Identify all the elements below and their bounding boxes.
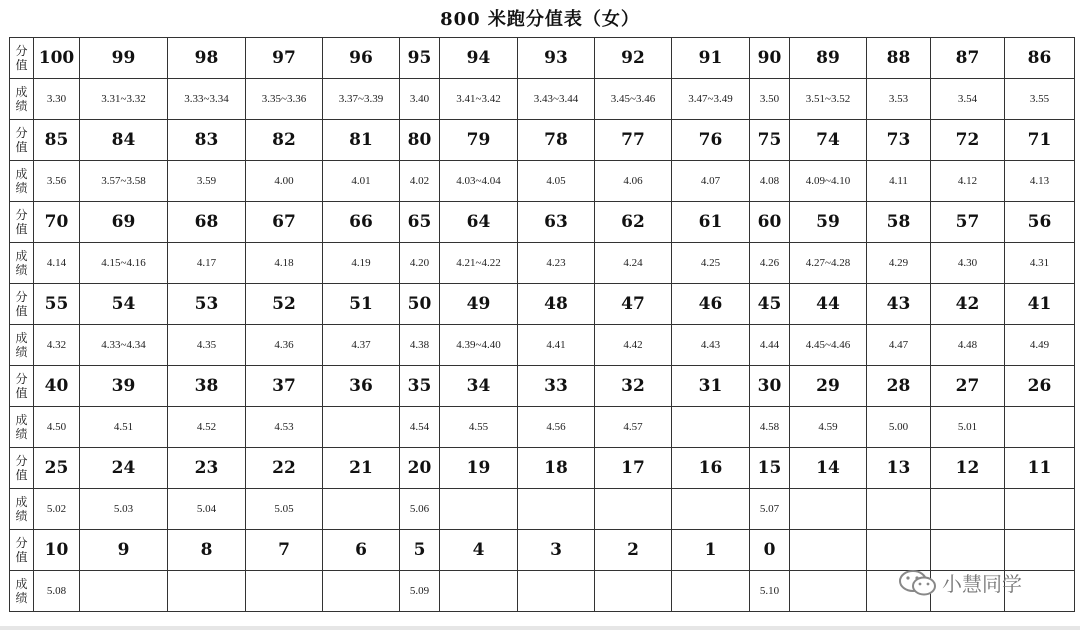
result-cell: 4.48 xyxy=(931,325,1005,366)
result-cell: 4.55 xyxy=(440,407,518,448)
points-label-char: 值 xyxy=(15,140,28,154)
points-cell: 83 xyxy=(168,120,246,161)
result-cell: 4.56 xyxy=(518,407,595,448)
points-cell: 28 xyxy=(867,366,931,407)
result-label xyxy=(10,243,34,284)
result-cell: 4.02 xyxy=(400,161,440,202)
points-cell: 66 xyxy=(323,202,400,243)
wechat-icon xyxy=(898,569,938,597)
result-cell: 3.40 xyxy=(400,79,440,120)
points-label xyxy=(10,448,34,489)
points-cell: 36 xyxy=(323,366,400,407)
points-cell: 87 xyxy=(931,38,1005,79)
result-label-char: 绩 xyxy=(15,345,28,359)
points-label xyxy=(10,530,34,571)
result-cell: 4.17 xyxy=(168,243,246,284)
points-label-char: 分 xyxy=(15,372,28,386)
points-cell: 35 xyxy=(400,366,440,407)
result-cell: 4.32 xyxy=(34,325,80,366)
points-cell: 29 xyxy=(790,366,867,407)
result-label-char: 成 xyxy=(15,495,28,509)
result-cell: 4.11 xyxy=(867,161,931,202)
points-label-char: 分 xyxy=(15,536,28,550)
result-cell: 5.06 xyxy=(400,489,440,530)
points-cell: 56 xyxy=(1005,202,1075,243)
points-cell: 20 xyxy=(400,448,440,489)
points-cell: 39 xyxy=(80,366,168,407)
result-cell xyxy=(1005,407,1075,448)
result-cell: 4.43 xyxy=(672,325,750,366)
result-cell xyxy=(323,571,400,612)
result-cell: 4.24 xyxy=(595,243,672,284)
result-cell: 4.36 xyxy=(246,325,323,366)
result-cell: 4.12 xyxy=(931,161,1005,202)
result-cell: 3.30 xyxy=(34,79,80,120)
points-cell: 85 xyxy=(34,120,80,161)
result-cell: 4.38 xyxy=(400,325,440,366)
result-cell: 5.03 xyxy=(80,489,168,530)
points-cell: 42 xyxy=(931,284,1005,325)
result-label xyxy=(10,489,34,530)
points-cell: 7 xyxy=(246,530,323,571)
result-cell: 4.30 xyxy=(931,243,1005,284)
points-cell: 23 xyxy=(168,448,246,489)
score-table xyxy=(9,37,1075,612)
result-cell: 4.14 xyxy=(34,243,80,284)
result-label-char: 成 xyxy=(15,577,28,591)
result-cell: 4.53 xyxy=(246,407,323,448)
points-cell xyxy=(867,530,931,571)
points-cell: 33 xyxy=(518,366,595,407)
points-cell: 86 xyxy=(1005,38,1075,79)
result-cell: 4.42 xyxy=(595,325,672,366)
points-cell: 44 xyxy=(790,284,867,325)
result-cell: 4.49 xyxy=(1005,325,1075,366)
points-cell: 21 xyxy=(323,448,400,489)
points-cell: 43 xyxy=(867,284,931,325)
result-cell xyxy=(246,571,323,612)
points-cell: 55 xyxy=(34,284,80,325)
result-cell xyxy=(867,489,931,530)
result-cell: 5.07 xyxy=(750,489,790,530)
result-label-char: 成 xyxy=(15,167,28,181)
result-cell xyxy=(440,571,518,612)
points-cell: 5 xyxy=(400,530,440,571)
result-cell: 4.50 xyxy=(34,407,80,448)
result-cell: 3.41~3.42 xyxy=(440,79,518,120)
points-label-char: 值 xyxy=(15,550,28,564)
result-cell: 4.18 xyxy=(246,243,323,284)
points-cell: 34 xyxy=(440,366,518,407)
result-cell: 4.20 xyxy=(400,243,440,284)
result-cell: 4.27~4.28 xyxy=(790,243,867,284)
points-cell: 59 xyxy=(790,202,867,243)
points-cell: 6 xyxy=(323,530,400,571)
result-label xyxy=(10,325,34,366)
points-cell: 71 xyxy=(1005,120,1075,161)
result-cell: 5.08 xyxy=(34,571,80,612)
result-label-char: 绩 xyxy=(15,99,28,113)
result-cell: 4.59 xyxy=(790,407,867,448)
result-cell: 3.33~3.34 xyxy=(168,79,246,120)
points-cell: 18 xyxy=(518,448,595,489)
points-cell: 0 xyxy=(750,530,790,571)
points-cell: 45 xyxy=(750,284,790,325)
result-cell: 3.37~3.39 xyxy=(323,79,400,120)
result-cell: 4.21~4.22 xyxy=(440,243,518,284)
result-cell: 5.01 xyxy=(931,407,1005,448)
points-cell: 61 xyxy=(672,202,750,243)
points-cell: 93 xyxy=(518,38,595,79)
result-cell: 4.41 xyxy=(518,325,595,366)
points-label-char: 值 xyxy=(15,304,28,318)
points-label xyxy=(10,202,34,243)
points-cell: 15 xyxy=(750,448,790,489)
result-cell: 3.55 xyxy=(1005,79,1075,120)
bottom-strip xyxy=(0,626,1080,630)
points-cell: 57 xyxy=(931,202,1005,243)
points-label-char: 分 xyxy=(15,290,28,304)
result-label-char: 成 xyxy=(15,413,28,427)
result-cell xyxy=(80,571,168,612)
result-cell xyxy=(931,489,1005,530)
points-cell: 92 xyxy=(595,38,672,79)
points-cell: 94 xyxy=(440,38,518,79)
result-label-char: 成 xyxy=(15,249,28,263)
points-cell: 10 xyxy=(34,530,80,571)
points-cell: 17 xyxy=(595,448,672,489)
points-cell: 13 xyxy=(867,448,931,489)
points-cell: 54 xyxy=(80,284,168,325)
result-cell xyxy=(518,571,595,612)
points-cell: 41 xyxy=(1005,284,1075,325)
result-cell: 5.00 xyxy=(867,407,931,448)
points-cell: 78 xyxy=(518,120,595,161)
points-cell: 51 xyxy=(323,284,400,325)
points-cell: 37 xyxy=(246,366,323,407)
result-cell: 4.51 xyxy=(80,407,168,448)
points-cell: 69 xyxy=(80,202,168,243)
result-cell: 4.15~4.16 xyxy=(80,243,168,284)
result-cell xyxy=(168,571,246,612)
result-cell: 4.31 xyxy=(1005,243,1075,284)
points-cell: 98 xyxy=(168,38,246,79)
result-cell: 3.57~3.58 xyxy=(80,161,168,202)
result-cell xyxy=(323,489,400,530)
points-cell: 90 xyxy=(750,38,790,79)
result-cell xyxy=(323,407,400,448)
points-cell: 70 xyxy=(34,202,80,243)
result-cell xyxy=(790,571,867,612)
points-cell xyxy=(790,530,867,571)
points-cell: 1 xyxy=(672,530,750,571)
result-row xyxy=(10,489,1075,530)
points-cell: 49 xyxy=(440,284,518,325)
points-cell: 12 xyxy=(931,448,1005,489)
points-row xyxy=(10,366,1075,407)
points-cell: 75 xyxy=(750,120,790,161)
points-cell: 3 xyxy=(518,530,595,571)
points-label-char: 值 xyxy=(15,468,28,482)
points-cell: 48 xyxy=(518,284,595,325)
points-row xyxy=(10,530,1075,571)
result-cell xyxy=(1005,489,1075,530)
points-cell: 8 xyxy=(168,530,246,571)
result-cell: 4.01 xyxy=(323,161,400,202)
result-label-char: 绩 xyxy=(15,181,28,195)
points-cell: 100 xyxy=(34,38,80,79)
result-cell xyxy=(672,407,750,448)
points-cell: 76 xyxy=(672,120,750,161)
result-cell xyxy=(595,571,672,612)
points-row xyxy=(10,120,1075,161)
result-cell: 4.52 xyxy=(168,407,246,448)
points-row xyxy=(10,38,1075,79)
points-cell: 77 xyxy=(595,120,672,161)
points-cell: 81 xyxy=(323,120,400,161)
result-row xyxy=(10,325,1075,366)
result-cell: 4.00 xyxy=(246,161,323,202)
result-label-char: 绩 xyxy=(15,591,28,605)
points-cell: 96 xyxy=(323,38,400,79)
points-cell: 80 xyxy=(400,120,440,161)
result-label xyxy=(10,161,34,202)
points-cell: 50 xyxy=(400,284,440,325)
points-cell: 62 xyxy=(595,202,672,243)
points-cell: 95 xyxy=(400,38,440,79)
points-cell: 79 xyxy=(440,120,518,161)
points-label xyxy=(10,284,34,325)
result-cell: 4.29 xyxy=(867,243,931,284)
points-cell: 32 xyxy=(595,366,672,407)
result-cell: 5.02 xyxy=(34,489,80,530)
points-label-char: 分 xyxy=(15,44,28,58)
result-cell: 4.06 xyxy=(595,161,672,202)
result-cell xyxy=(595,489,672,530)
points-cell: 9 xyxy=(80,530,168,571)
result-cell: 4.26 xyxy=(750,243,790,284)
points-cell: 64 xyxy=(440,202,518,243)
result-cell: 5.04 xyxy=(168,489,246,530)
result-cell: 3.56 xyxy=(34,161,80,202)
points-cell: 97 xyxy=(246,38,323,79)
points-cell: 89 xyxy=(790,38,867,79)
points-cell: 4 xyxy=(440,530,518,571)
points-cell: 74 xyxy=(790,120,867,161)
result-cell: 3.31~3.32 xyxy=(80,79,168,120)
points-cell: 14 xyxy=(790,448,867,489)
result-label xyxy=(10,407,34,448)
result-cell: 5.05 xyxy=(246,489,323,530)
result-row xyxy=(10,161,1075,202)
result-cell: 4.39~4.40 xyxy=(440,325,518,366)
result-cell: 4.08 xyxy=(750,161,790,202)
result-cell: 3.53 xyxy=(867,79,931,120)
result-cell: 4.25 xyxy=(672,243,750,284)
result-cell: 4.57 xyxy=(595,407,672,448)
points-cell: 82 xyxy=(246,120,323,161)
result-cell xyxy=(672,489,750,530)
result-cell: 3.59 xyxy=(168,161,246,202)
points-cell: 84 xyxy=(80,120,168,161)
result-cell: 4.07 xyxy=(672,161,750,202)
result-cell xyxy=(440,489,518,530)
points-cell: 91 xyxy=(672,38,750,79)
points-cell: 2 xyxy=(595,530,672,571)
result-cell: 3.50 xyxy=(750,79,790,120)
points-cell: 26 xyxy=(1005,366,1075,407)
result-cell: 4.58 xyxy=(750,407,790,448)
points-cell: 73 xyxy=(867,120,931,161)
watermark xyxy=(898,568,1022,597)
result-cell: 4.54 xyxy=(400,407,440,448)
result-cell: 4.13 xyxy=(1005,161,1075,202)
result-row xyxy=(10,79,1075,120)
result-cell xyxy=(790,489,867,530)
points-cell: 72 xyxy=(931,120,1005,161)
points-label-char: 值 xyxy=(15,386,28,400)
points-row xyxy=(10,202,1075,243)
result-cell: 4.47 xyxy=(867,325,931,366)
result-cell: 3.47~3.49 xyxy=(672,79,750,120)
points-cell: 53 xyxy=(168,284,246,325)
points-label-char: 值 xyxy=(15,222,28,236)
points-cell: 27 xyxy=(931,366,1005,407)
result-row xyxy=(10,407,1075,448)
points-cell: 99 xyxy=(80,38,168,79)
points-label xyxy=(10,38,34,79)
points-cell: 11 xyxy=(1005,448,1075,489)
result-cell xyxy=(672,571,750,612)
result-cell: 5.10 xyxy=(750,571,790,612)
result-cell: 4.37 xyxy=(323,325,400,366)
result-cell: 3.35~3.36 xyxy=(246,79,323,120)
points-cell: 16 xyxy=(672,448,750,489)
result-cell: 4.35 xyxy=(168,325,246,366)
result-label-char: 绩 xyxy=(15,263,28,277)
result-cell: 4.33~4.34 xyxy=(80,325,168,366)
points-cell: 22 xyxy=(246,448,323,489)
result-cell: 4.19 xyxy=(323,243,400,284)
points-cell xyxy=(931,530,1005,571)
result-label-char: 成 xyxy=(15,331,28,345)
result-cell: 4.09~4.10 xyxy=(790,161,867,202)
points-cell: 68 xyxy=(168,202,246,243)
points-cell: 47 xyxy=(595,284,672,325)
points-cell: 31 xyxy=(672,366,750,407)
result-label xyxy=(10,571,34,612)
points-cell: 30 xyxy=(750,366,790,407)
result-cell: 3.43~3.44 xyxy=(518,79,595,120)
result-cell: 3.51~3.52 xyxy=(790,79,867,120)
result-cell xyxy=(518,489,595,530)
points-cell: 65 xyxy=(400,202,440,243)
result-label-char: 绩 xyxy=(15,509,28,523)
score-table-body xyxy=(10,38,1075,612)
points-cell: 58 xyxy=(867,202,931,243)
points-cell: 46 xyxy=(672,284,750,325)
points-cell xyxy=(1005,530,1075,571)
points-label-char: 分 xyxy=(15,454,28,468)
points-label-char: 分 xyxy=(15,126,28,140)
result-cell: 4.03~4.04 xyxy=(440,161,518,202)
points-label-char: 值 xyxy=(15,58,28,72)
points-label xyxy=(10,366,34,407)
result-label-char: 绩 xyxy=(15,427,28,441)
points-cell: 25 xyxy=(34,448,80,489)
watermark-text: 小慧同学 xyxy=(942,572,1022,596)
result-cell: 3.54 xyxy=(931,79,1005,120)
result-cell: 4.44 xyxy=(750,325,790,366)
result-cell: 5.09 xyxy=(400,571,440,612)
points-label xyxy=(10,120,34,161)
points-cell: 67 xyxy=(246,202,323,243)
points-cell: 63 xyxy=(518,202,595,243)
result-cell: 4.23 xyxy=(518,243,595,284)
points-label-char: 分 xyxy=(15,208,28,222)
page-title: 800 米跑分值表（女） xyxy=(440,9,640,30)
points-cell: 40 xyxy=(34,366,80,407)
points-cell: 60 xyxy=(750,202,790,243)
points-cell: 52 xyxy=(246,284,323,325)
points-row xyxy=(10,448,1075,489)
result-cell: 4.05 xyxy=(518,161,595,202)
result-row xyxy=(10,243,1075,284)
result-cell: 4.45~4.46 xyxy=(790,325,867,366)
points-row xyxy=(10,284,1075,325)
result-label-char: 成 xyxy=(15,85,28,99)
points-cell: 38 xyxy=(168,366,246,407)
points-cell: 19 xyxy=(440,448,518,489)
points-cell: 24 xyxy=(80,448,168,489)
result-label xyxy=(10,79,34,120)
result-cell: 3.45~3.46 xyxy=(595,79,672,120)
points-cell: 88 xyxy=(867,38,931,79)
